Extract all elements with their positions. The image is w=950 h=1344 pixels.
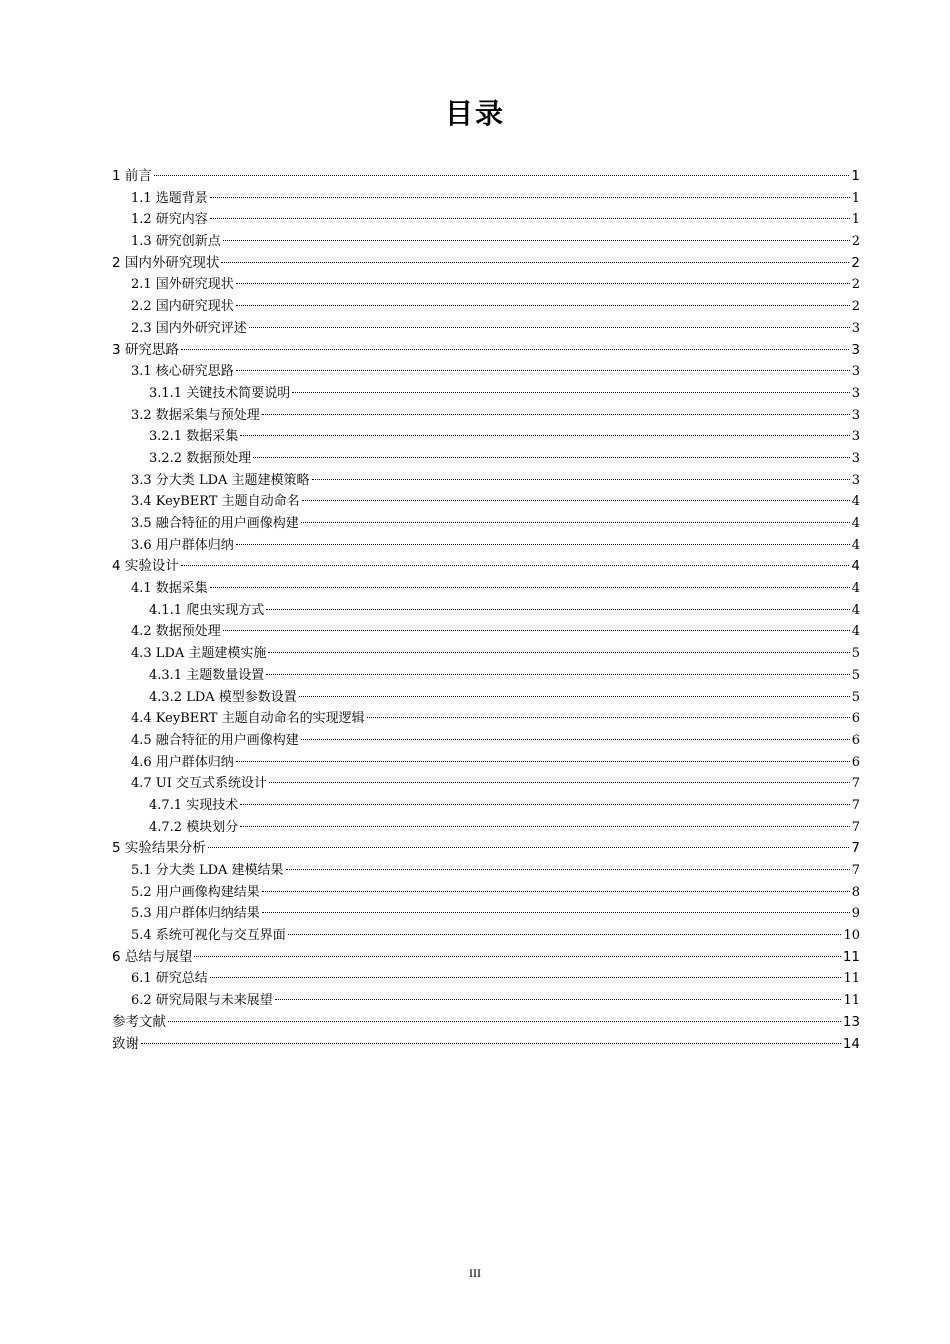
toc-entry-page: 13 <box>842 1013 860 1030</box>
toc-entry-title: 2.1 国外研究现状 <box>131 277 234 293</box>
toc-entry[interactable] <box>112 491 860 513</box>
toc-entry-title: 5.3 用户群体归纳结果 <box>131 906 260 922</box>
toc-entry-page: 5 <box>851 646 860 662</box>
toc-dot-leader <box>269 782 850 783</box>
toc-entry-page: 4 <box>851 624 860 640</box>
toc-entry[interactable] <box>112 318 860 340</box>
toc-entry[interactable] <box>112 730 860 752</box>
toc-dot-leader <box>286 869 850 870</box>
toc-entry-page: 1 <box>851 212 860 228</box>
toc-entry-title: 4 实验设计 <box>112 558 179 575</box>
toc-entry-page: 6 <box>851 732 860 748</box>
toc-entry-title: 3.6 用户群体归纳 <box>131 537 234 553</box>
toc-entry[interactable] <box>112 383 860 405</box>
toc-entry[interactable] <box>112 556 860 578</box>
toc-dot-leader <box>221 262 849 263</box>
toc-dot-leader <box>302 500 850 501</box>
toc-entry-page: 3 <box>851 472 860 488</box>
toc-entry[interactable] <box>112 274 860 296</box>
toc-entry-title: 4.1 数据采集 <box>131 581 208 597</box>
toc-entry-title: 3.2 数据采集与预处理 <box>131 407 260 423</box>
toc-entry-page: 1 <box>851 168 860 184</box>
toc-dot-leader <box>367 717 850 718</box>
toc-entry-page: 4 <box>851 558 860 575</box>
toc-dot-leader <box>210 587 850 588</box>
toc-entry-page: 2 <box>851 277 860 293</box>
toc-entry-page: 5 <box>851 689 860 705</box>
toc-entry-page: 2 <box>851 254 860 271</box>
toc-entry[interactable] <box>112 860 860 882</box>
page-number: III <box>469 1266 481 1280</box>
toc-entry-page: 2 <box>851 299 860 315</box>
toc-entry-page: 4 <box>851 602 860 618</box>
toc-entry-title: 5.4 系统可视化与交互界面 <box>131 928 286 944</box>
toc-entry-page: 4 <box>851 537 860 553</box>
toc-dot-leader <box>236 370 850 371</box>
toc-entry-page: 3 <box>851 320 860 336</box>
toc-dot-leader <box>236 283 850 284</box>
toc-entry-title: 3.3 分大类 LDA 主题建模策略 <box>131 472 310 488</box>
toc-entry-page: 8 <box>851 884 860 900</box>
toc-dot-leader <box>240 826 850 827</box>
toc-entry[interactable] <box>112 752 860 774</box>
toc-entry-title: 4.7.1 实现技术 <box>149 797 239 813</box>
toc-entry[interactable] <box>112 361 860 383</box>
toc-entry[interactable] <box>112 448 860 470</box>
toc-entry[interactable] <box>112 1012 860 1034</box>
toc-entry-page: 6 <box>851 711 860 727</box>
toc-dot-leader <box>262 414 850 415</box>
toc-entry[interactable] <box>112 795 860 817</box>
toc-entry[interactable] <box>112 405 860 427</box>
toc-entry-page: 3 <box>851 385 860 401</box>
toc-entry-title: 3.1.1 关键技术简要说明 <box>149 385 291 401</box>
toc-dot-leader <box>292 392 850 393</box>
toc-dot-leader <box>223 240 850 241</box>
toc-dot-leader <box>312 479 850 480</box>
toc-dot-leader <box>181 349 850 350</box>
toc-entry-page: 4 <box>851 516 860 531</box>
toc-entry[interactable] <box>112 535 860 557</box>
toc-dot-leader <box>141 1043 841 1044</box>
toc-entry-page: 7 <box>851 797 860 813</box>
toc-entry-title: 2.3 国内外研究评述 <box>131 320 247 336</box>
toc-entry-page: 5 <box>851 667 860 683</box>
toc-dot-leader <box>301 739 850 740</box>
table-of-contents <box>112 166 860 1055</box>
toc-entry-page: 11 <box>843 993 860 1009</box>
toc-entry-title: 3.2.1 数据采集 <box>149 429 239 445</box>
toc-entry-page: 9 <box>851 906 860 922</box>
toc-entry-title: 6.2 研究局限与未来展望 <box>131 993 273 1009</box>
toc-entry-page: 4 <box>851 581 860 597</box>
toc-entry-title: 3.4 KeyBERT 主题自动命名 <box>131 494 300 510</box>
toc-dot-leader <box>249 327 850 328</box>
toc-entry-page: 14 <box>842 1035 860 1052</box>
toc-entry-title: 致谢 <box>112 1035 139 1052</box>
toc-entry-title: 3.5 融合特征的用户画像构建 <box>131 516 299 531</box>
toc-entry-title: 3 研究思路 <box>112 341 179 358</box>
toc-entry[interactable] <box>112 817 860 839</box>
toc-entry[interactable] <box>112 838 860 860</box>
toc-entry-title: 4.3.2 LDA 模型参数设置 <box>149 689 297 705</box>
toc-entry-title: 4.3 LDA 主题建模实施 <box>131 646 267 662</box>
toc-entry-title: 4.2 数据预处理 <box>131 624 221 640</box>
toc-dot-leader <box>236 544 850 545</box>
toc-entry[interactable] <box>112 1034 860 1056</box>
toc-entry-title: 4.7 UI 交互式系统设计 <box>131 776 268 792</box>
toc-entry[interactable] <box>112 643 860 665</box>
toc-entry-page: 3 <box>851 341 860 358</box>
toc-entry-page: 1 <box>851 190 860 206</box>
toc-entry[interactable] <box>112 426 860 448</box>
toc-entry-page: 7 <box>851 840 860 857</box>
toc-entry-title: 4.7.2 模块划分 <box>149 819 239 835</box>
toc-entry[interactable] <box>112 773 860 795</box>
toc-dot-leader <box>236 305 850 306</box>
toc-dot-leader <box>288 934 842 935</box>
toc-entry[interactable] <box>112 340 860 362</box>
toc-dot-leader <box>236 761 850 762</box>
toc-dot-leader <box>275 999 842 1000</box>
toc-entry[interactable] <box>112 990 860 1012</box>
toc-entry-title: 1.2 研究内容 <box>131 212 208 228</box>
toc-entry-page: 7 <box>851 863 860 878</box>
toc-entry[interactable] <box>112 166 860 188</box>
toc-dot-leader <box>223 630 850 631</box>
toc-entry[interactable] <box>112 296 860 318</box>
toc-dot-leader <box>240 435 850 436</box>
toc-entry[interactable] <box>112 188 860 210</box>
toc-entry-title: 3.1 核心研究思路 <box>131 364 234 380</box>
toc-entry[interactable] <box>112 600 860 622</box>
toc-entry-title: 1 前言 <box>112 168 152 184</box>
toc-entry-title: 4.6 用户群体归纳 <box>131 754 234 770</box>
toc-dot-leader <box>262 891 850 892</box>
toc-entry-title: 4.1.1 爬虫实现方式 <box>149 602 265 618</box>
toc-entry-page: 3 <box>851 450 860 466</box>
toc-dot-leader <box>154 175 850 176</box>
toc-entry[interactable] <box>112 621 860 643</box>
toc-entry[interactable] <box>112 513 860 535</box>
toc-entry-title: 5 实验结果分析 <box>112 840 206 857</box>
toc-dot-leader <box>210 218 850 219</box>
toc-entry-title: 3.2.2 数据预处理 <box>149 450 252 466</box>
toc-entry-title: 1.3 研究创新点 <box>131 234 221 250</box>
toc-entry-title: 6 总结与展望 <box>112 948 193 965</box>
toc-dot-leader <box>210 197 850 198</box>
toc-entry-page: 6 <box>851 754 860 770</box>
toc-entry[interactable] <box>112 882 860 904</box>
toc-dot-leader <box>253 457 850 458</box>
toc-entry-title: 2 国内外研究现状 <box>112 254 220 271</box>
toc-dot-leader <box>194 956 840 957</box>
toc-entry-title: 参考文献 <box>112 1013 166 1030</box>
toc-entry[interactable] <box>112 253 860 275</box>
toc-entry[interactable] <box>112 708 860 730</box>
toc-dot-leader <box>268 652 849 653</box>
toc-entry[interactable] <box>112 578 860 600</box>
toc-dot-leader <box>266 674 850 675</box>
toc-entry-page: 2 <box>851 234 860 250</box>
toc-entry-title: 4.4 KeyBERT 主题自动命名的实现逻辑 <box>131 711 365 727</box>
toc-entry[interactable] <box>112 231 860 253</box>
toc-dot-leader <box>208 847 850 848</box>
toc-entry-page: 3 <box>851 407 860 423</box>
toc-dot-leader <box>266 609 850 610</box>
toc-entry[interactable] <box>112 470 860 492</box>
toc-entry-page: 7 <box>851 819 860 835</box>
toc-entry-title: 5.2 用户画像构建结果 <box>131 884 260 900</box>
toc-entry-title: 1.1 选题背景 <box>131 190 208 206</box>
toc-dot-leader <box>301 522 850 523</box>
toc-dot-leader <box>168 1021 841 1022</box>
toc-entry[interactable] <box>112 903 860 925</box>
toc-entry-page: 3 <box>851 429 860 445</box>
toc-entry-title: 5.1 分大类 LDA 建模结果 <box>131 863 284 878</box>
toc-entry-title: 2.2 国内研究现状 <box>131 299 234 315</box>
toc-entry-title: 6.1 研究总结 <box>131 971 208 987</box>
page-title: 目录 <box>444 97 505 130</box>
toc-entry[interactable] <box>112 947 860 969</box>
toc-entry-title: 4.3.1 主题数量设置 <box>149 667 265 683</box>
toc-entry[interactable] <box>112 968 860 990</box>
toc-entry-page: 10 <box>843 928 860 944</box>
toc-dot-leader <box>210 977 842 978</box>
toc-entry[interactable] <box>112 209 860 231</box>
toc-entry-page: 11 <box>842 948 860 965</box>
toc-entry[interactable] <box>112 665 860 687</box>
toc-dot-leader <box>181 565 850 566</box>
toc-entry[interactable] <box>112 925 860 947</box>
toc-entry-page: 3 <box>851 364 860 380</box>
toc-entry-title: 4.5 融合特征的用户画像构建 <box>131 732 299 748</box>
toc-entry-page: 4 <box>851 494 860 510</box>
toc-dot-leader <box>240 804 850 805</box>
toc-dot-leader <box>262 912 850 913</box>
toc-entry[interactable] <box>112 687 860 709</box>
toc-dot-leader <box>299 696 850 697</box>
toc-entry-page: 11 <box>843 971 860 987</box>
toc-entry-page: 7 <box>851 776 860 792</box>
